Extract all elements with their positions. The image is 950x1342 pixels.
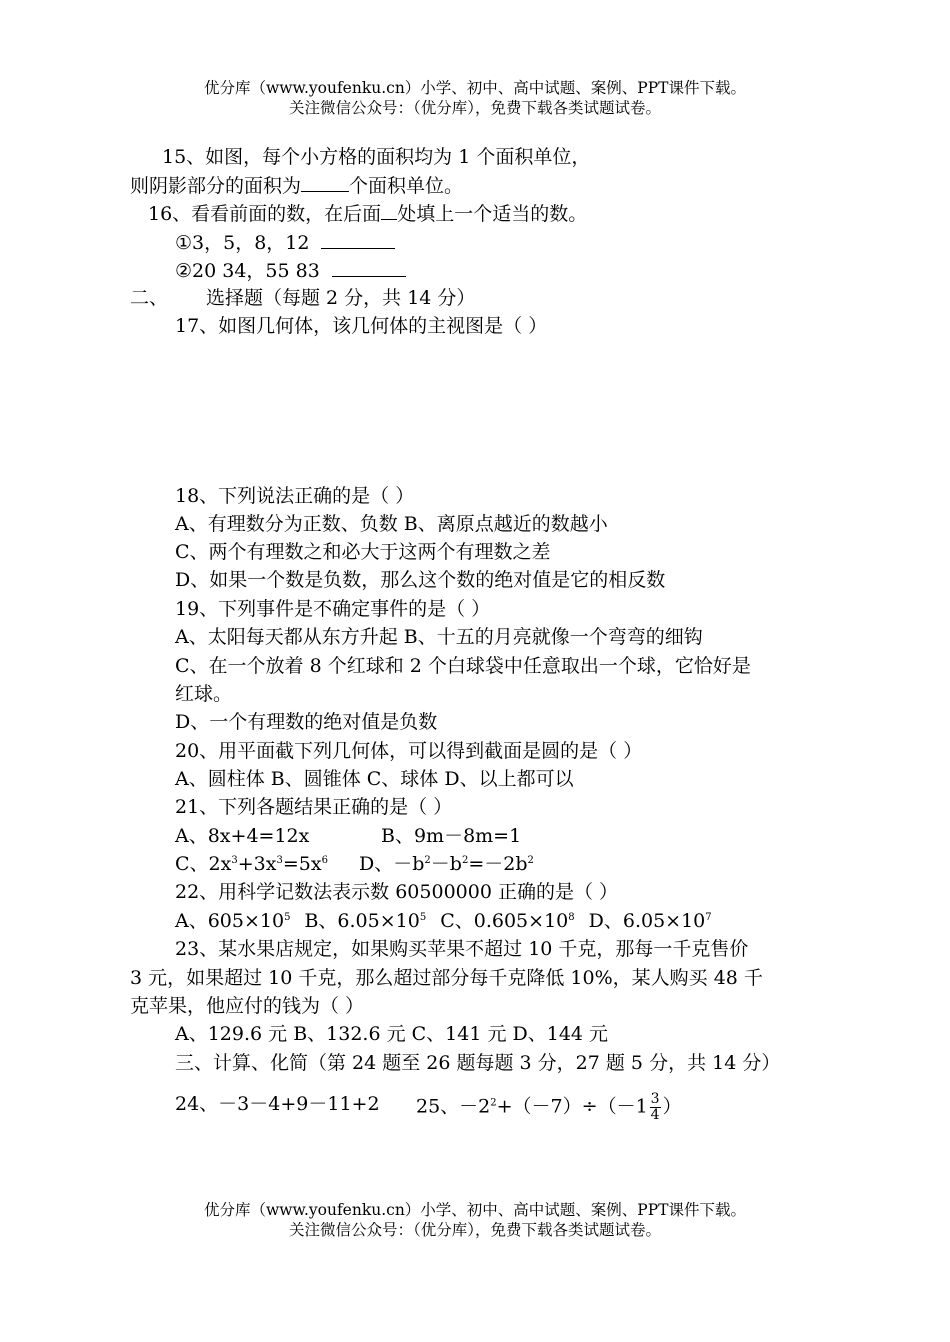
q19-option-c-line-1: C、在一个放着 8 个红球和 2 个白球袋中任意取出一个球，它恰好是 bbox=[175, 655, 751, 677]
section-3-title: 三、计算、化简（第 24 题至 26 题每题 3 分，27 题 5 分，共 14 分） bbox=[175, 1052, 781, 1074]
q21-option-c bbox=[175, 852, 328, 876]
footer-line-1: 优分库（www.youfenku.cn）小学、初中、高中试题、案例、PPT课件下载。 bbox=[203, 1201, 747, 1219]
q19-option-d: D、一个有理数的绝对值是负数 bbox=[175, 711, 438, 733]
q16-item-1 bbox=[175, 230, 395, 255]
q21-option-d bbox=[359, 852, 534, 876]
q21-c-part: C、2x bbox=[175, 853, 232, 875]
q21-option-a: A、8x+4=12x bbox=[175, 825, 310, 847]
q16-stem bbox=[148, 201, 587, 226]
q15-answer-blank[interactable] bbox=[301, 173, 349, 192]
q15-text-b: 个面积单位。 bbox=[349, 175, 464, 197]
q23-line-2: 3 元，如果超过 10 千克，那么超过部分每千克降低 10%，某人购买 48 千 bbox=[130, 967, 763, 989]
footer-line-2: 关注微信公众号：（优分库），免费下载各类试题试卷。 bbox=[288, 1221, 661, 1239]
q22-option-a: A、605×10 bbox=[175, 910, 285, 932]
q25-part: 25、－2 bbox=[416, 1095, 491, 1118]
q21-d-exp: 2 bbox=[424, 855, 431, 866]
q15-text-a: 则阴影部分的面积为 bbox=[130, 175, 302, 197]
q16-item-2 bbox=[175, 258, 406, 283]
q20-options: A、圆柱体 B、圆锥体 C、球体 D、以上都可以 bbox=[175, 768, 574, 790]
q19-option-ab: A、太阳每天都从东方升起 B、十五的月亮就像一个弯弯的细钩 bbox=[175, 626, 703, 648]
q21-option-b: B、9m－8m=1 bbox=[381, 825, 522, 847]
q16-item-2-blank[interactable] bbox=[332, 258, 406, 277]
q21-d-exp: 2 bbox=[527, 855, 534, 866]
q21-c-exp: 3 bbox=[231, 855, 238, 866]
q22-option-d-exp: 7 bbox=[705, 912, 712, 923]
q21-c-exp: 6 bbox=[321, 855, 328, 866]
q22-option-b: B、6.05×10 bbox=[304, 910, 420, 932]
q25-fraction-denominator: 4 bbox=[650, 1107, 660, 1123]
q25-exp: 2 bbox=[490, 1097, 497, 1109]
q20-stem: 20、用平面截下列几何体，可以得到截面是圆的是（ ） bbox=[175, 740, 643, 762]
q15-line-1: 15、如图，每个小方格的面积均为 1 个面积单位， bbox=[162, 146, 591, 168]
q16-stem-b: 处填上一个适当的数。 bbox=[397, 203, 588, 225]
q23-line-3: 克苹果，他应付的钱为（ ） bbox=[130, 995, 365, 1017]
q15-line-2 bbox=[130, 173, 463, 198]
q16-item-2-text: ②20 34，55 83 bbox=[175, 260, 320, 282]
q21-c-part: +3x bbox=[237, 853, 277, 875]
section-2-number: 二、 bbox=[130, 287, 169, 309]
q22-option-b-exp: 5 bbox=[419, 912, 427, 923]
header-line-1: 优分库（www.youfenku.cn）小学、初中、高中试题、案例、PPT课件下载。 bbox=[203, 79, 747, 97]
q19-stem: 19、下列事件是不确定事件的是（ ） bbox=[175, 598, 491, 620]
q22-stem: 22、用科学记数法表示数 60500000 正确的是（ ） bbox=[175, 881, 619, 903]
q16-item-1-text: ①3，5，8，12 bbox=[175, 232, 310, 254]
q22-option-c-exp: 8 bbox=[568, 912, 575, 923]
q16-stem-blank bbox=[381, 201, 397, 220]
q21-d-exp: 2 bbox=[461, 855, 469, 866]
q17-stem: 17、如图几何体，该几何体的主视图是（ ） bbox=[175, 315, 548, 337]
q21-c-exp: 3 bbox=[276, 855, 283, 866]
q25-expression bbox=[416, 1092, 682, 1123]
q22-option-c: C、0.605×10 bbox=[440, 910, 569, 932]
q21-d-part: D、－b bbox=[359, 853, 425, 875]
q18-option-ab: A、有理数分为正数、负数 B、离原点越近的数越小 bbox=[175, 513, 608, 535]
q25-part: +（－7）÷（－1 bbox=[496, 1095, 648, 1118]
q23-options: A、129.6 元 B、132.6 元 C、141 元 D、144 元 bbox=[175, 1023, 609, 1045]
q25-fraction bbox=[650, 1092, 661, 1123]
q21-stem: 21、下列各题结果正确的是（ ） bbox=[175, 796, 453, 818]
q19-option-c-line-2: 红球。 bbox=[175, 683, 233, 705]
q16-stem-a: 16、看看前面的数，在后面 bbox=[148, 203, 382, 225]
q21-d-part: －b bbox=[430, 853, 462, 875]
section-2-title: 选择题（每题 2 分，共 14 分） bbox=[206, 287, 476, 309]
q18-stem: 18、下列说法正确的是（ ） bbox=[175, 485, 415, 507]
q22-option-a-exp: 5 bbox=[284, 912, 291, 923]
header-line-2: 关注微信公众号：（优分库），免费下载各类试题试卷。 bbox=[288, 99, 661, 117]
q25-fraction-numerator: 3 bbox=[650, 1091, 660, 1107]
q16-item-1-blank[interactable] bbox=[321, 230, 395, 249]
q18-option-d: D、如果一个数是负数，那么这个数的绝对值是它的相反数 bbox=[175, 569, 666, 591]
q25-part: ） bbox=[662, 1095, 682, 1118]
q18-option-c: C、两个有理数之和必大于这两个有理数之差 bbox=[175, 541, 551, 563]
q21-c-part: =5x bbox=[282, 853, 322, 875]
q22-options bbox=[175, 909, 712, 933]
q23-line-1: 23、某水果店规定，如果购买苹果不超过 10 千克，那每一千克售价 bbox=[175, 938, 749, 960]
q24-expression: 24、－3－4+9－11+2 bbox=[175, 1093, 380, 1115]
q21-d-part: =－2b bbox=[468, 853, 528, 875]
q22-option-d: D、6.05×10 bbox=[588, 910, 706, 932]
